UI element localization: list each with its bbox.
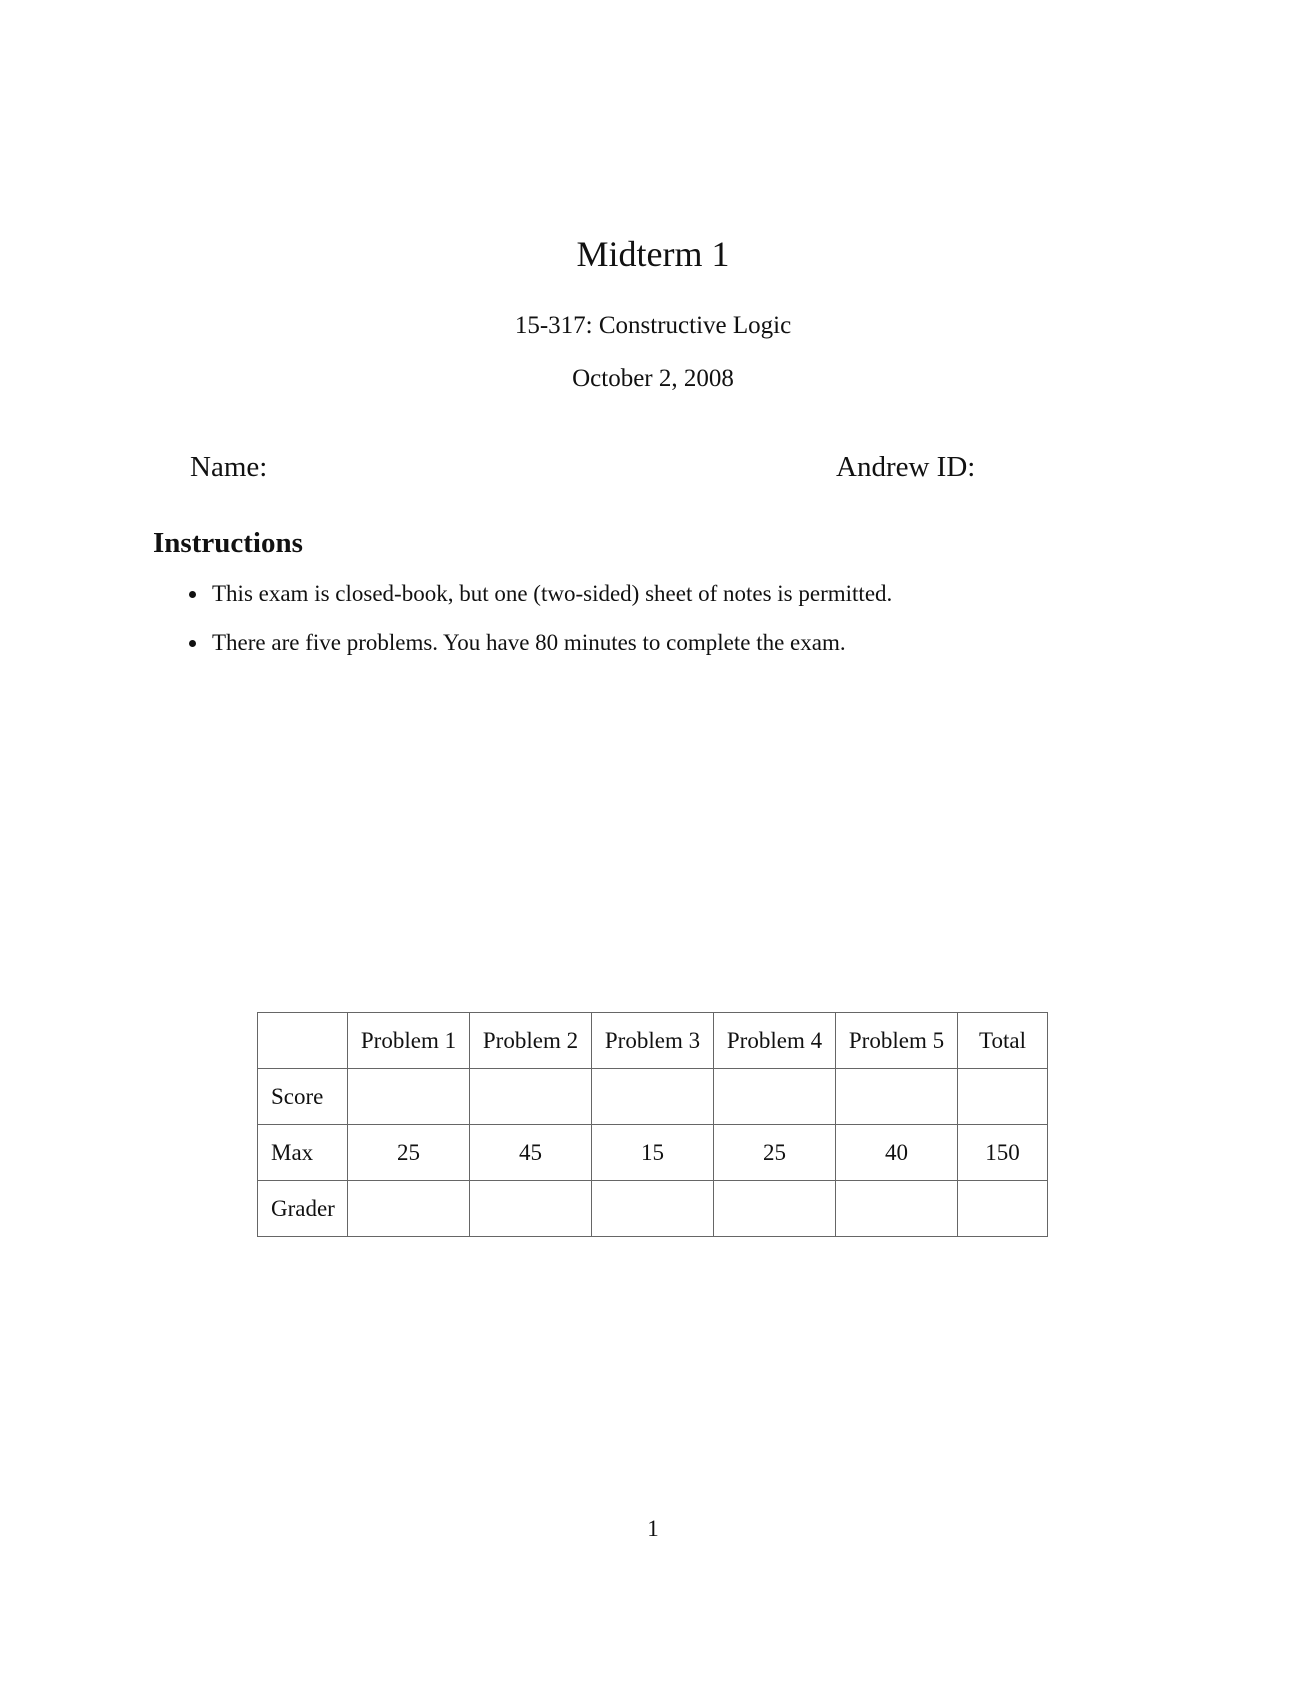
table-cell [348, 1069, 470, 1125]
table-cell [958, 1181, 1048, 1237]
table-cell: 40 [836, 1125, 958, 1181]
score-table [257, 1012, 1048, 1237]
table-cell: 15 [592, 1125, 714, 1181]
instruction-item [186, 629, 892, 657]
column-header: Total [958, 1013, 1048, 1069]
row-label: Grader [258, 1181, 348, 1237]
row-label: Max [258, 1125, 348, 1181]
table-cell [470, 1069, 592, 1125]
page-number: 1 [647, 1516, 659, 1541]
course-name: 15-317: Constructive Logic [514, 312, 792, 339]
table-cell [592, 1181, 714, 1237]
instructions-list [186, 580, 892, 678]
column-header: Problem 5 [836, 1013, 958, 1069]
table-cell [836, 1181, 958, 1237]
exam-title: Midterm 1 [576, 234, 730, 274]
exam-date: October 2, 2008 [572, 365, 734, 392]
column-header: Problem 3 [592, 1013, 714, 1069]
table-cell [714, 1181, 836, 1237]
table-cell [958, 1069, 1048, 1125]
instruction-text: This exam is closed-book, but one (two-sided) sheet of notes is permitted. [212, 581, 893, 606]
table-header-row [258, 1013, 1048, 1069]
table-cell [836, 1069, 958, 1125]
column-header: Problem 2 [470, 1013, 592, 1069]
table-row [258, 1125, 1048, 1181]
table-cell [714, 1069, 836, 1125]
table-cell [470, 1181, 592, 1237]
instruction-item [186, 580, 892, 608]
andrew-id-field-label: Andrew ID: [836, 451, 976, 483]
table-corner-cell [258, 1013, 348, 1069]
table-cell: 25 [714, 1125, 836, 1181]
bullet-icon [189, 591, 196, 598]
table-cell [348, 1181, 470, 1237]
table-cell: 25 [348, 1125, 470, 1181]
table-cell [592, 1069, 714, 1125]
instructions-heading: Instructions [153, 527, 303, 559]
column-header: Problem 1 [348, 1013, 470, 1069]
instruction-text: There are five problems. You have 80 minutes to complete the exam. [212, 630, 846, 655]
bullet-icon [189, 640, 196, 647]
column-header: Problem 4 [714, 1013, 836, 1069]
table-cell: 150 [958, 1125, 1048, 1181]
table-row [258, 1069, 1048, 1125]
table-row [258, 1181, 1048, 1237]
table-cell: 45 [470, 1125, 592, 1181]
row-label: Score [258, 1069, 348, 1125]
name-field-label: Name: [190, 451, 268, 483]
